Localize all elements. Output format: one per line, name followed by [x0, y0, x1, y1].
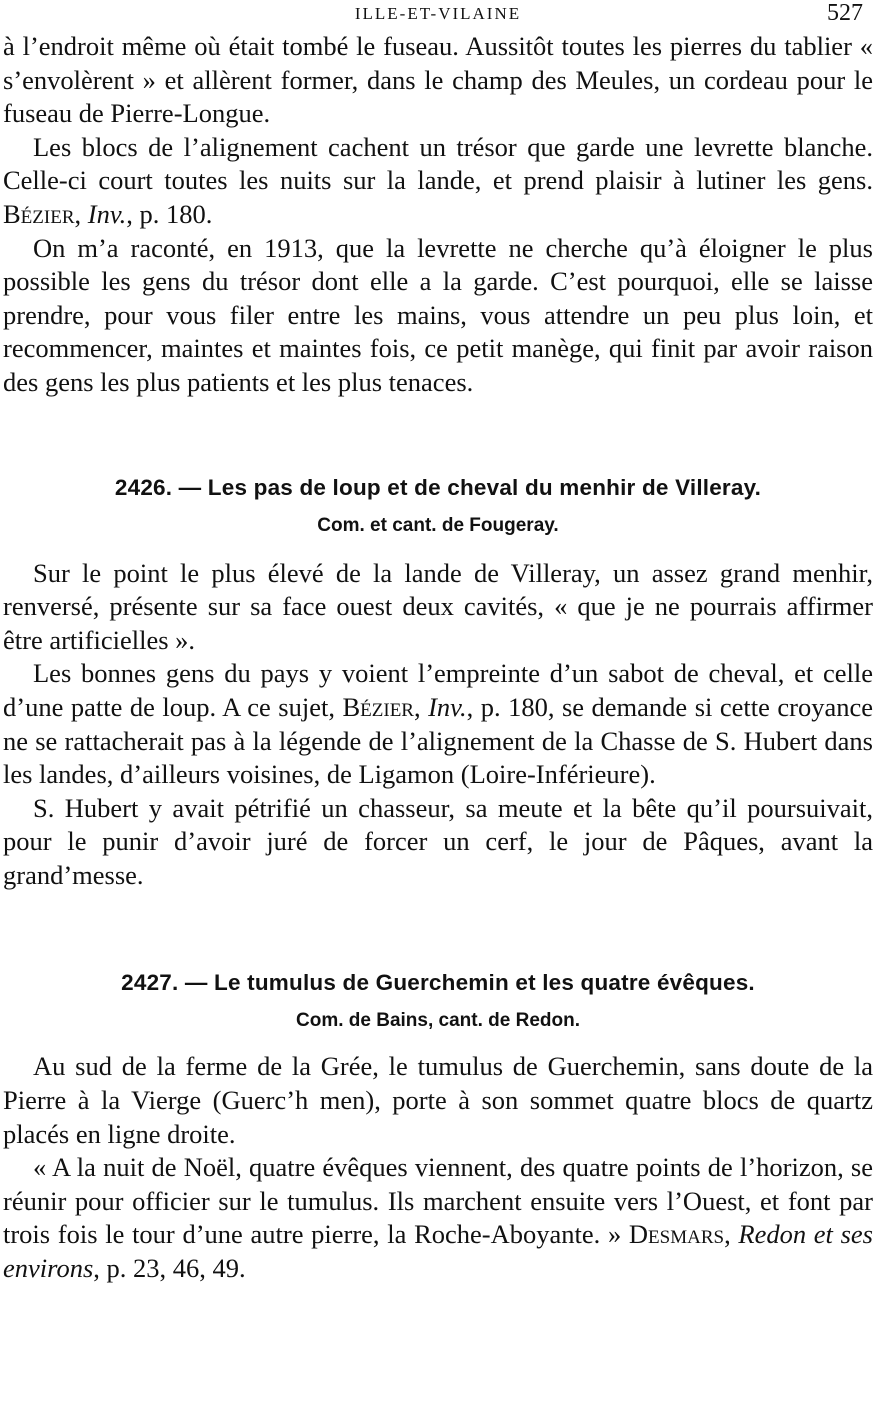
intro-paragraph-1: à l’endroit même où était tombé le fuseau. Aussitôt toutes les pierres du tablier « s’envolèrent » et allèrent former, dans le champ des Meules, un cordeau pour le fuseau de Pierre-Longue.: [3, 31, 873, 129]
entry-2426-header: [3, 475, 873, 537]
running-head: [3, 0, 873, 30]
entry-location: Com. de Bains, cant. de Redon.: [296, 1010, 580, 1032]
entry-2426-paragraph-2: [3, 657, 873, 791]
page-number: 527: [827, 0, 863, 26]
running-title: ILLE-ET-VILAINE: [354, 4, 522, 23]
citation-work: Inv.: [87, 198, 127, 229]
intro-p2-text: Les blocs de l’alignement cachent un trésor que garde une levrette blanche. Celle-ci court toutes les nuits sur la lande, et prend plaisir à lutiner les gens.: [3, 131, 873, 196]
citation-separator: ,: [724, 1219, 739, 1250]
entry-2426-p2-rest: , p. 180, se demande si cette croyance ne se rattacherait pas à la légende de l’alignement de la Chasse de S. Hubert dans les landes, d’ailleurs voisines, de Ligamon (Loire-Inférieure).: [3, 691, 873, 790]
citation-work: Redon et ses environs: [3, 1219, 873, 1284]
entry-2426-paragraph-3: S. Hubert y avait pétrifié un chasseur, sa meute et la bête qu’il poursuivait, pour le punir d’avoir juré de forcer un cerf, le jour de Pâques, avant la grand’messe.: [3, 792, 873, 890]
entry-2426-p2-text: Les bonnes gens du pays y voient l’empreinte d’un sabot de cheval, et celle d’une patte de loup. A ce sujet,: [3, 658, 873, 722]
entry-heading: 2427. — Le tumulus de Guerchemin et les quatre évêques.: [121, 970, 755, 996]
entry-2426-paragraph-1: Sur le point le plus élevé de la lande de Villeray, un assez grand menhir, renversé, présente sur sa face ouest deux cavités, « que je ne pourrais affirmer être artificielles ».: [3, 557, 873, 655]
citation-author: Bézier: [3, 198, 75, 229]
entry-2427-paragraph-2: [3, 1151, 873, 1285]
intro-paragraph-3: On m’a raconté, en 1913, que la levrette ne cherche qu’à éloigner le plus possible les gens du trésor dont elle a la garde. C’est pourquoi, elle se laisse prendre, pour vous filer entre les mains, vous attendre un peu plus loin, et recommencer, maintes et maintes fois, ce petit manège, qui finit par avoir raison des gens les plus patients et les plus tenaces.: [3, 232, 873, 397]
entry-2427-p2-text: « A la nuit de Noël, quatre évêques viennent, des quatre points de l’horizon, se réunir pour officier sur le tumulus. Ils marchent ensuite vers l’Ouest, et font par trois fois le tour d’une autre pierre, la Roche-Aboyante. »: [3, 1152, 873, 1250]
citation-author: Desmars: [628, 1219, 725, 1250]
citation-separator: ,: [413, 691, 429, 722]
entry-heading: 2426. — Les pas de loup et de cheval du menhir de Villeray.: [114, 474, 762, 500]
citation-page: , p. 180.: [126, 198, 213, 229]
entry-2427-paragraph-1: Au sud de la ferme de la Grée, le tumulus de Guerchemin, sans doute de la Pierre à la Vierge (Guerc’h men), porte à son sommet quatre blocs de quartz placés en ligne droite.: [3, 1051, 873, 1149]
citation-pages: , p. 23, 46, 49.: [93, 1253, 246, 1284]
entry-location: Com. et cant. de Fougeray.: [317, 514, 559, 536]
citation-work: Inv.: [428, 691, 467, 722]
intro-paragraph-2: [3, 131, 873, 232]
citation-author: Bézier: [342, 691, 414, 722]
citation-separator: ,: [74, 198, 88, 229]
entry-2427-header: [3, 970, 873, 1032]
